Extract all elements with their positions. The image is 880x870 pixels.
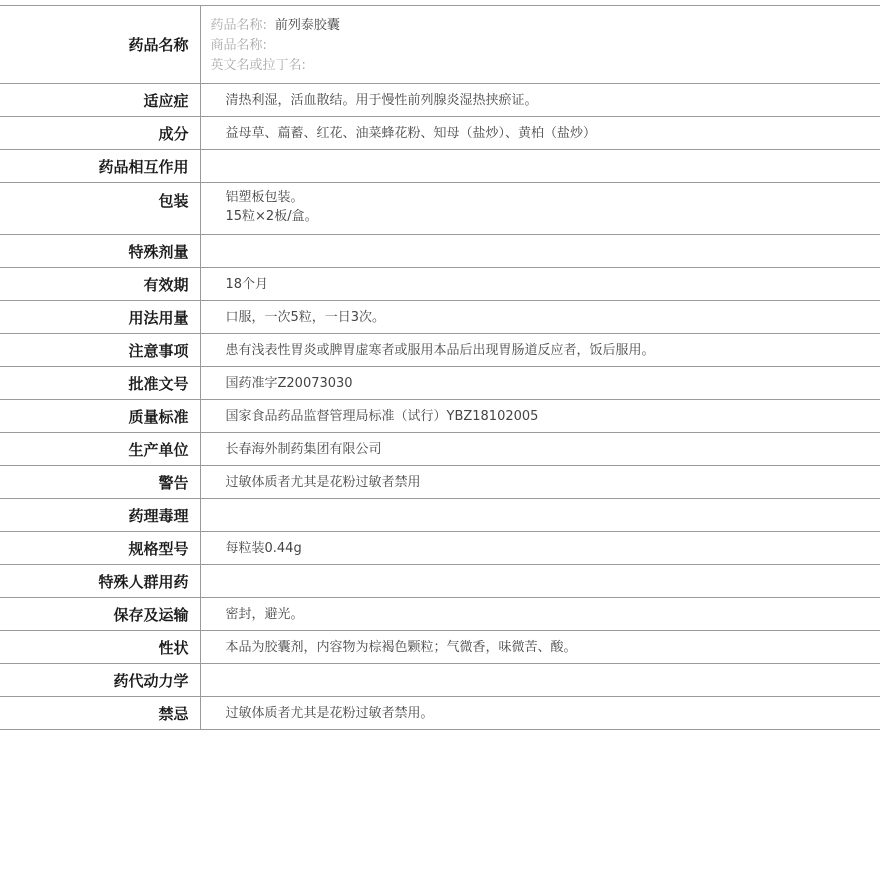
row-value [200,150,880,183]
row-value [200,367,880,400]
table-row [0,301,880,334]
row-value [200,268,880,301]
trade-name-line [211,36,880,56]
table-row [0,84,880,117]
row-label: 性状 [0,631,200,664]
row-label: 药品相互作用 [0,150,200,183]
row-label: 注意事项 [0,334,200,367]
row-label: 药品名称 [0,6,200,84]
row-value [200,697,880,730]
table-row [0,598,880,631]
row-value [200,565,880,598]
drug-spec-table [0,5,880,730]
table-row [0,183,880,235]
row-value [200,664,880,697]
row-label: 生产单位 [0,433,200,466]
field-value: 前列泰胶囊 [274,18,340,33]
row-label: 适应症 [0,84,200,117]
row-value [200,84,880,117]
table-row [0,664,880,697]
row-value [200,532,880,565]
field-key: 英文名或拉丁名: [210,58,306,73]
row-value [200,499,880,532]
value-line: 铝塑板包装。 [225,190,304,205]
row-label: 有效期 [0,268,200,301]
table-row [0,235,880,268]
table-row [0,466,880,499]
row-value [200,598,880,631]
row-label: 药代动力学 [0,664,200,697]
row-value [200,433,880,466]
row-value [200,235,880,268]
row-label: 警告 [0,466,200,499]
value-line: 益母草、萹蓄、红花、油菜蜂花粉、知母（盐炒）、黄柏（盐炒） [225,125,597,141]
value-line: 18个月 [225,276,269,292]
value-line: 患有浅表性胃炎或脾胃虚寒者或服用本品后出现胃肠道反应者，饭后服用。 [225,342,655,358]
value-line: 每粒装0.44g [225,540,302,556]
table-row [0,631,880,664]
value-line: 国家食品药品监督管理局标准（试行）YBZ18102005 [225,408,539,424]
row-label: 特殊剂量 [0,235,200,268]
table-row [0,697,880,730]
table-row [0,334,880,367]
value-line: 本品为胶囊剂，内容物为棕褐色颗粒；气微香，味微苦、酸。 [225,639,577,655]
row-label: 成分 [0,117,200,150]
row-value [200,183,880,235]
row-label: 批准文号 [0,367,200,400]
table-row [0,150,880,183]
row-value [200,466,880,499]
value-line: 长春海外制药集团有限公司 [225,441,382,457]
value-line: 国药准字Z20073030 [225,375,353,391]
row-value [200,400,880,433]
row-label: 规格型号 [0,532,200,565]
table-row [0,565,880,598]
table-row [0,367,880,400]
field-key: 商品名称: [210,38,267,53]
row-label: 用法用量 [0,301,200,334]
table-row [0,499,880,532]
latin-name-line [211,56,880,76]
value-line: 清热利湿，活血散结。用于慢性前列腺炎湿热挟瘀证。 [225,92,538,108]
row-label: 质量标准 [0,400,200,433]
field-key: 药品名称: [210,18,267,33]
row-value [200,117,880,150]
row-label: 包装 [0,183,200,235]
row-label: 药理毒理 [0,499,200,532]
row-value [200,631,880,664]
value-line: 过敏体质者尤其是花粉过敏者禁用。 [225,705,434,721]
table-row [0,400,880,433]
row-label: 特殊人群用药 [0,565,200,598]
table-row [0,532,880,565]
row-label: 禁忌 [0,697,200,730]
row-label: 保存及运输 [0,598,200,631]
table-row [0,433,880,466]
value-line: 15粒×2板/盒。 [225,209,318,224]
value-line: 口服，一次5粒，一日3次。 [225,309,386,325]
row-value [200,334,880,367]
drug-name-fields [200,6,880,84]
value-line: 密封，避光。 [225,606,304,622]
table-row [0,117,880,150]
drug-name-line [211,16,880,36]
row-value [200,301,880,334]
value-line: 过敏体质者尤其是花粉过敏者禁用 [225,474,421,490]
table-row-drug-name [0,6,880,84]
table-row [0,268,880,301]
